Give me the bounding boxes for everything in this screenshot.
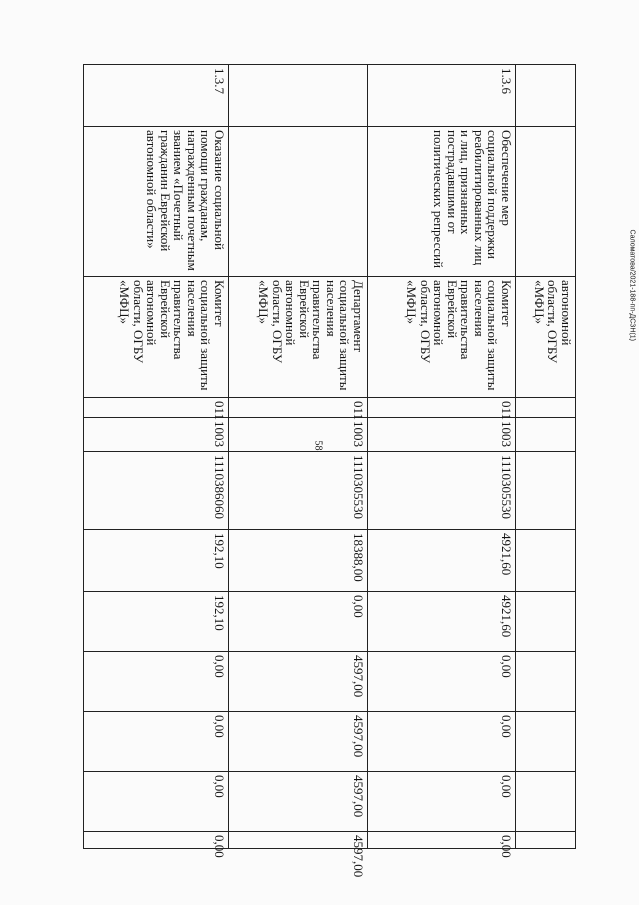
cell-grbs [516,398,576,418]
cell-executor: Комитет социальной защиты населения правительства Еврейской автономной области, ОГБУ «МФЦ» [368,277,516,398]
cell-v5: 0,00 [84,772,229,832]
cell-rzpr [516,418,576,452]
cell-v4: 0,00 [368,712,516,772]
cell-csr: 1110305530 [368,452,516,530]
table-row [368,65,516,849]
cell-num [229,65,368,127]
cell-v6 [516,832,576,849]
cell-rzpr: 1003 [368,418,516,452]
cell-rzpr: 1003 [84,418,229,452]
cell-v2: 0,00 [229,592,368,652]
cell-csr: 1110305530 [229,452,368,530]
cell-v3: 0,00 [368,652,516,712]
cell-v5: 0,00 [368,772,516,832]
table-row [229,65,368,849]
cell-name: Обеспечение мер социальной поддержки реабилитированных лиц и лиц, признанных пострадавшими от политических репрессий [368,127,516,277]
cell-name [229,127,368,277]
cell-v2: 4921,60 [368,592,516,652]
rotated-table-container [84,64,576,878]
table-row [84,65,229,849]
cell-v3: 0,00 [84,652,229,712]
cell-v6: 0,00 [84,832,229,849]
cell-v5: 4597,00 [229,772,368,832]
cell-v4: 0,00 [84,712,229,772]
cell-executor: автономной области, ОГБУ «МФЦ» [516,277,576,398]
cell-v1: 4921,60 [368,530,516,592]
cell-v3: 4597,00 [229,652,368,712]
cell-v4 [516,712,576,772]
cell-v6: 0,00 [368,832,516,849]
cell-grbs: 011 [368,398,516,418]
cell-grbs: 011 [84,398,229,418]
cell-v3 [516,652,576,712]
cell-v6: 4597,00 [229,832,368,849]
cell-name [516,127,576,277]
page-number: 58 [312,440,324,451]
cell-v5 [516,772,576,832]
cell-csr: 1110386060 [84,452,229,530]
table-row [516,65,576,849]
cell-num: 1.3.6 [368,65,516,127]
cell-rzpr: 1003 [229,418,368,452]
cell-name: Оказание социальной помощи гражданам, награжденным почетным званием «Почетный гражданин Еврейской автономной области» [84,127,229,277]
cell-v1 [516,530,576,592]
cell-v1: 18388,00 [229,530,368,592]
budget-table [83,64,576,878]
document-footer: Саломатова/2021-188-пп-ДСЗН(1) [628,229,636,342]
cell-num [516,65,576,127]
cell-v1: 192,10 [84,530,229,592]
cell-executor: Комитет социальной защиты населения правительства Еврейской автономной области, ОГБУ «МФЦ» [84,277,229,398]
cell-v2 [516,592,576,652]
cell-num: 1.3.7 [84,65,229,127]
cell-v4: 4597,00 [229,712,368,772]
cell-csr [516,452,576,530]
cell-executor: Департамент социальной защиты населения правительства Еврейской автономной области, ОГБУ «МФЦ» [229,277,368,398]
cell-v2: 192,10 [84,592,229,652]
cell-grbs: 011 [229,398,368,418]
